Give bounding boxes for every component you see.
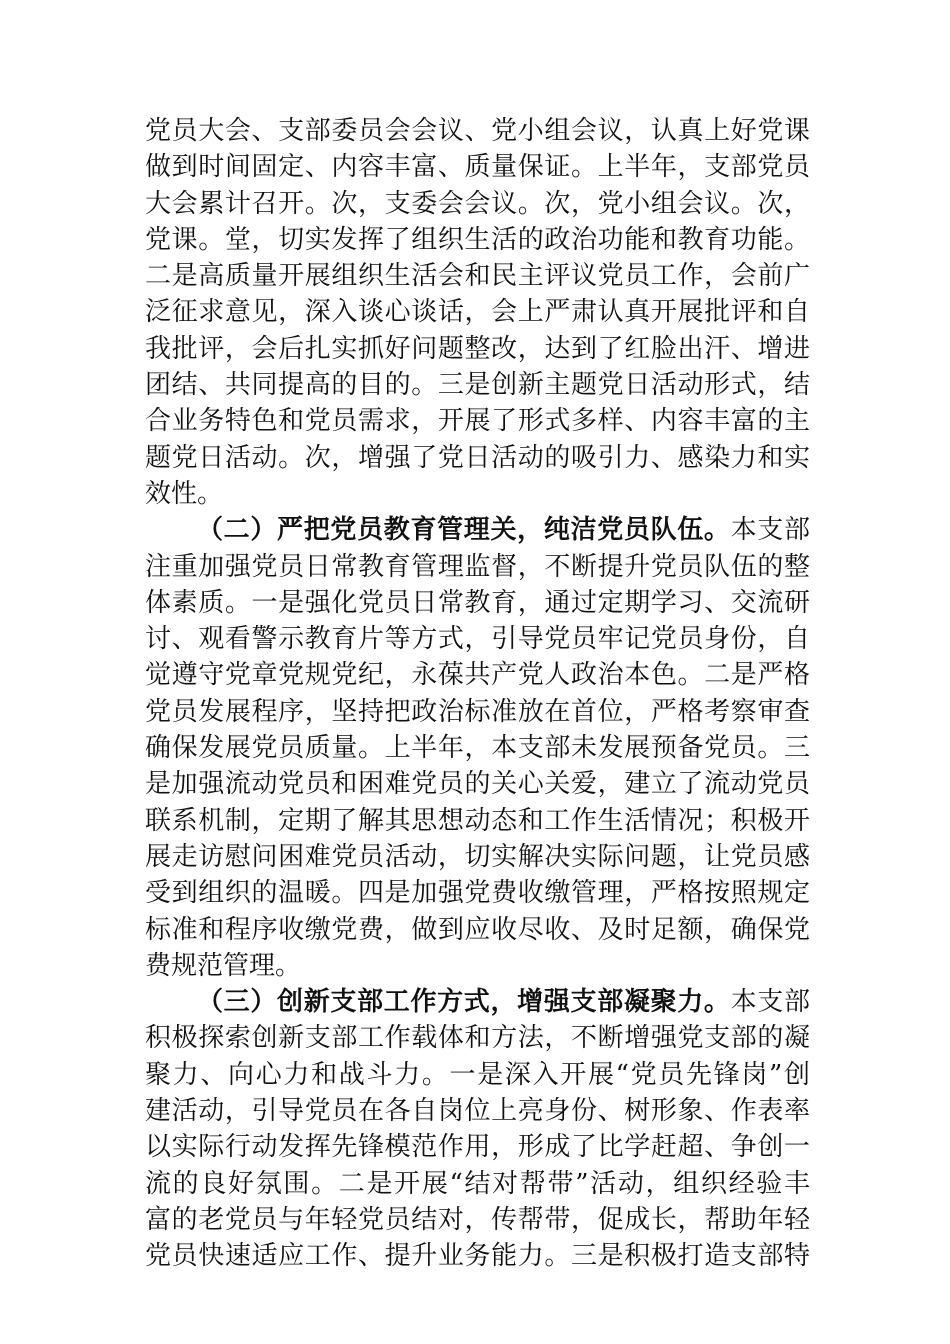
- text-line: 富的老党员与年轻党员结对，传帮带，促成长，帮助年轻: [145, 1204, 810, 1235]
- text-line: 体素质。一是强化党员日常教育，通过定期学习、交流研: [145, 587, 810, 618]
- text-line: [145, 512, 810, 548]
- text-line: 联系机制，定期了解其思想动态和工作生活情况；积极开: [145, 805, 810, 836]
- text-line: 我批评，会后扎实抓好问题整改，达到了红脸出汗、增进: [145, 333, 810, 364]
- text-line: 聚力、向心力和战斗力。一是深入开展“党员先锋岗”创: [145, 1059, 810, 1090]
- text-line: 是加强流动党员和困难党员的关心关爱，建立了流动党员: [145, 769, 810, 800]
- text-line: 效性。: [145, 478, 224, 509]
- text-line: 合业务特色和党员需求，开展了形式多样、内容丰富的主: [145, 406, 810, 437]
- text-line: 党员快速适应工作、提升业务能力。三是积极打造支部特: [145, 1241, 810, 1272]
- text-line: 党员大会、支部委员会会议、党小组会议，认真上好党课: [145, 116, 810, 146]
- text-line: 积极探索创新支部工作载体和方法，不断增强党支部的凝: [145, 1023, 810, 1054]
- body-text: [145, 113, 810, 1275]
- text-line: 做到时间固定、内容丰富、质量保证。上半年，支部党员: [145, 152, 810, 183]
- section-heading: （二）严把党员教育管理关，纯洁党员队伍。: [197, 515, 731, 546]
- section-heading: （三）创新支部工作方式，增强支部凝聚力。: [197, 987, 731, 1018]
- text-line: 党员发展程序，坚持把政治标准放在首位，严格考察审查: [145, 696, 810, 727]
- text-line: [145, 984, 810, 1020]
- text-line: 费规范管理。: [145, 950, 302, 981]
- text-line: 以实际行动发挥先锋模范作用，形成了比学赶超、争创一: [145, 1132, 810, 1163]
- text-line: 团结、共同提高的目的。三是创新主题党日活动形式，结: [145, 370, 810, 401]
- line-text: 本支部: [730, 515, 810, 546]
- text-line: 受到组织的温暖。四是加强党费收缴管理，严格按照规定: [145, 878, 810, 909]
- text-line: 二是高质量开展组织生活会和民主评议党员工作，会前广: [145, 261, 810, 292]
- text-line: 建活动，引导党员在各自岗位上亮身份、树形象、作表率: [145, 1096, 810, 1127]
- text-line: 党课。堂，切实发挥了组织生活的政治功能和教育功能。: [145, 224, 810, 255]
- text-line: 确保发展党员质量。上半年，本支部未发展预备党员。三: [145, 733, 810, 764]
- text-line: 题党日活动。次，增强了党日活动的吸引力、感染力和实: [145, 442, 810, 473]
- line-text: 本支部: [730, 987, 810, 1018]
- text-line: 觉遵守党章党规党纪，永葆共产党人政治本色。二是严格: [145, 660, 810, 691]
- text-line: 注重加强党员日常教育管理监督，不断提升党员队伍的整: [145, 551, 810, 582]
- text-line: 标准和程序收缴党费，做到应收尽收、及时足额，确保党: [145, 914, 810, 945]
- text-line: 泛征求意见，深入谈心谈话，会上严肃认真开展批评和自: [145, 297, 810, 328]
- text-line: 大会累计召开。次，支委会会议。次，党小组会议。次，: [145, 188, 810, 219]
- text-line: 流的良好氛围。二是开展“结对帮带”活动，组织经验丰: [145, 1168, 810, 1199]
- text-line: 展走访慰问困难党员活动，切实解决实际问题，让党员感: [145, 841, 810, 872]
- text-line: 讨、观看警示教育片等方式，引导党员牢记党员身份，自: [145, 624, 810, 655]
